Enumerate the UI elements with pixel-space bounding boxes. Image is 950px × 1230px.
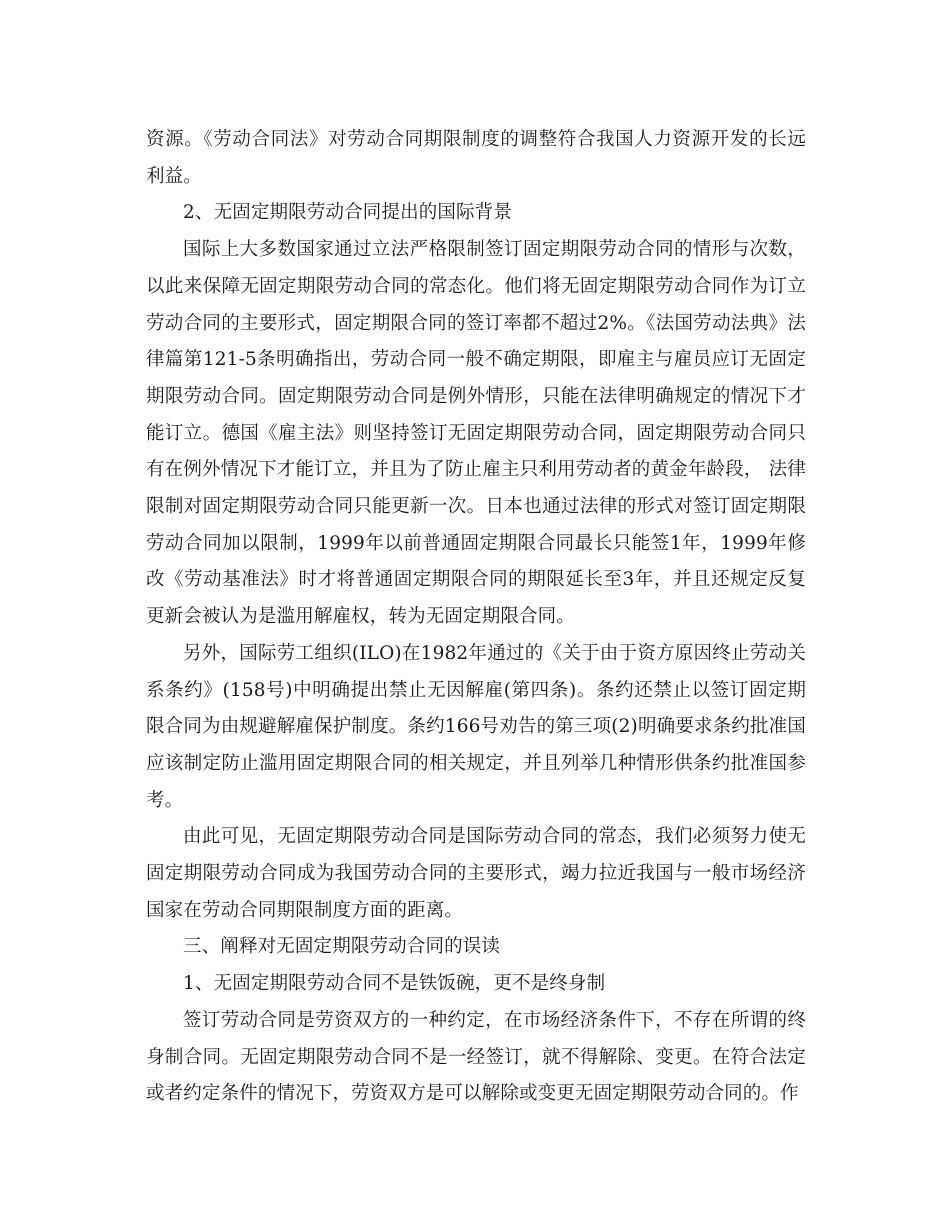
subsection-heading-not-iron-rice-bowl: 1、无固定期限劳动合同不是铁饭碗，更不是终身制	[183, 973, 606, 995]
section-heading-international-background: 2、无固定期限劳动合同提出的国际背景	[183, 202, 512, 224]
paragraph-continuation: 资源。《劳动合同法》对劳动合同期限制度的调整符合我国人力资源开发的长远利益。	[146, 129, 806, 187]
document-body	[146, 122, 806, 1113]
paragraph-international-legislation: 国际上大多数国家通过立法严格限制签订固定期限劳动合同的情形与次数，以此来保障无固定期限劳动合同的常态化。他们将无固定期限劳动合同作为订立劳动合同的主要形式，固定期限合同的签订率都不超过2%。《法国劳动法典》法律篇第121-5条明确指出，劳动合同一般不确定期限，即雇主与雇员应订无固定期限劳动合同。固定期限劳动合同是例外情形，只能在法律明确规定的情况下才能订立。德国《雇主法》则坚持签订无固定期限劳动合同，固定期限劳动合同只有在例外情况下才能订立，并且为了防止雇主只利用劳动者的黄金年龄段， 法律限制对固定期限劳动合同只能更新一次。日本也通过法律的形式对签订固定期限劳动合同加以限制，1999年以前普通固定期限合同最长只能签1年，1999年修改《劳动基准法》时才将普通固定期限合同的期限延长至3年，并且还规定反复更新会被认为是滥用解雇权，转为无固定期限合同。	[146, 239, 806, 628]
section-heading-misreadings: 三、阐释对无固定期限劳动合同的误读	[183, 936, 501, 958]
paragraph-contract-agreement: 签订劳动合同是劳资双方的一种约定，在市场经济条件下，不存在所谓的终身制合同。无固定期限劳动合同不是一经签订，就不得解除、变更。在符合法定或者约定条件的情况下，劳资双方是可以解除或变更无固定期限劳动合同的。作	[146, 1009, 806, 1105]
paragraph-ilo-convention: 另外，国际劳工组织(ILO)在1982年通过的《关于由于资方原因终止劳动关系条约》(158号)中明确提出禁止无因解雇(第四条)。条约还禁止以签订固定期限合同为由规避解雇保护制度。条约166号劝告的第三项(2)明确要求条约批准国应该制定防止滥用固定期限合同的相关规定，并且列举几种情形供条约批准国参考。	[146, 642, 806, 811]
paragraph-conclusion: 由此可见，无固定期限劳动合同是国际劳动合同的常态，我们必须努力使无固定期限劳动合同成为我国劳动合同的主要形式，竭力拉近我国与一般市场经济国家在劳动合同期限制度方面的距离。	[146, 826, 806, 921]
